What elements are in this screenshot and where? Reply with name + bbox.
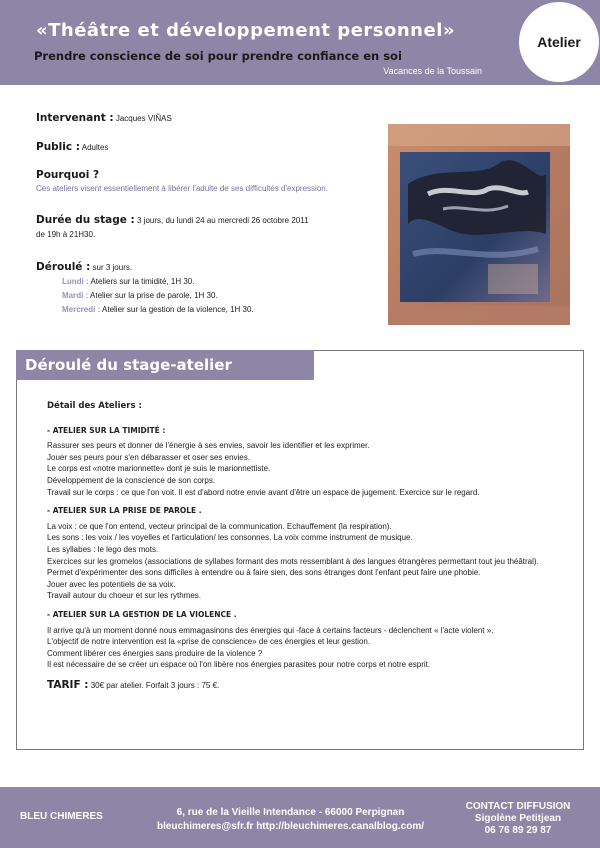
pourquoi-value: Ces ateliers visent essentiellement à libérer l'adulte de ses difficultés d'expression. — [36, 184, 328, 193]
day-label: Mardi : — [62, 291, 89, 300]
pourquoi-label: Pourquoi ? — [36, 169, 100, 181]
tarif-value: 30€ par atelier. Forfait 3 jours : 75 €. — [90, 680, 220, 690]
stage-details-section — [16, 350, 584, 750]
deroule-row — [36, 261, 132, 273]
duree-value: 3 jours, du lundi 24 au mercredi 26 octobre 2011 — [137, 216, 309, 225]
parole-line: Permet d'expérimenter des sons difficiles à entendre ou à faire sien, des sons étranges dont l'enfant peut faire une phobie. — [47, 568, 481, 578]
contact-block — [451, 801, 585, 837]
parole-line: Travail autour du choeur et sur les rythmes. — [47, 591, 201, 601]
timidite-heading: - ATELIER SUR LA TIMIDITÉ : — [47, 425, 166, 435]
page-subtitle: Prendre conscience de soi pour prendre confiance en soi — [34, 49, 402, 63]
tarif-row — [47, 680, 577, 692]
day-label: Lundi : — [62, 277, 89, 286]
artwork-image — [388, 124, 570, 325]
parole-line: La voix : ce que l'on entend, vecteur principal de la communication. Echauffement (la respiration). — [47, 521, 392, 531]
header-band — [0, 0, 600, 85]
public-value: Adultes — [81, 143, 109, 152]
timidite-line: Travail sur le corps : ce que l'on voit. Il est d'abord notre envie avant d'être un espace de jugement. Exercice sur le regard. — [47, 487, 480, 497]
contact-label: CONTACT DIFFUSION — [465, 801, 571, 812]
section-content — [47, 401, 577, 691]
timidite-line: Développement de la conscience de son corps. — [47, 475, 216, 485]
deroule-value: sur 3 jours. — [92, 263, 133, 272]
timidite-line: Jouer ses peurs pour s'en débarasser et oser ses envies. — [47, 452, 250, 462]
violence-line: L'objectif de notre intervention est la «prise de conscience» de ces énergies et leur gestion. — [47, 637, 371, 647]
violence-line: Il arrive qu'à un moment donné nous emmagasinons des énergies qui -face à certains facteurs - déclenchent « l'acte violent ». — [47, 625, 494, 635]
web-contact-line[interactable]: bleuchimeres@sfr.fr http://bleuchimeres.canalblog.com/ — [156, 821, 425, 832]
violence-line: Comment libérer ces énergies sans produire de la violence ? — [47, 648, 263, 658]
atelier-badge: Atelier — [519, 2, 599, 82]
deroule-label: Déroulé : — [36, 261, 91, 273]
duree-hours: de 19h à 21H30. — [36, 230, 96, 239]
tarif-label: TARIF : — [47, 678, 89, 691]
timidite-line: Rassurer ses peurs et donner de l'énergie à ses envies, savoir les identifier et les exprimer. — [47, 441, 370, 451]
duree-label: Durée du stage : — [36, 214, 135, 226]
parole-line: Jouer avec les potentiels de sa voix. — [47, 579, 176, 589]
detail-heading: Détail des Ateliers : — [47, 401, 142, 411]
period-label: Vacances de la Toussain — [383, 66, 482, 76]
day-list — [62, 277, 254, 314]
parole-line: Les syllabes : le lego des mots. — [47, 544, 159, 554]
timidite-line: Le corps est «notre marionnette» dont je suis le marionnettiste. — [47, 464, 271, 474]
public-row — [36, 141, 108, 153]
page-title: «Théâtre et développement personnel» — [36, 20, 455, 41]
intervenant-label: Intervenant : — [36, 112, 114, 124]
intervenant-row — [36, 112, 172, 124]
contact-phone[interactable]: 06 76 89 29 87 — [484, 825, 552, 836]
section-title: Déroulé du stage-atelier — [16, 350, 314, 380]
day-text: Atelier sur la gestion de la violence, 1H 30. — [102, 305, 254, 314]
parole-line: Les sons : les voix / les voyelles et l'articulation/ les consonnes. La voix comme instrument de musique. — [47, 533, 413, 543]
day-item-mardi — [62, 291, 254, 300]
address-line: 6, rue de la Vieille Intendance - 66000 Perpignan — [176, 807, 405, 818]
footer-address-block — [118, 806, 463, 834]
day-text: Atelier sur la prise de parole, 1H 30. — [90, 291, 218, 300]
duree-row — [36, 214, 309, 239]
day-label: Mercredi : — [62, 305, 101, 314]
parole-heading: - ATELIER SUR LA PRISE DE PAROLE . — [47, 506, 202, 516]
day-item-mercredi — [62, 305, 254, 314]
violence-line: Il est nécessaire de se créer un espace où l'on libère nos énergies parasites pour notre corps et notre esprit. — [47, 660, 431, 670]
public-label: Public : — [36, 141, 80, 153]
day-text: Ateliers sur la timidité, 1H 30. — [90, 277, 195, 286]
violence-heading: - ATELIER SUR LA GESTION DE LA VIOLENCE . — [47, 609, 237, 619]
intervenant-value: Jacques VIÑAS — [115, 114, 172, 123]
pourquoi-row — [36, 169, 328, 193]
parole-line: Exercices sur les gromelos (associations de syllabes formant des mots ressemblant à des langues étrangères permettant tout jeu théâtral). — [47, 556, 539, 566]
footer-band — [0, 787, 600, 848]
org-name: BLEU CHIMERES — [20, 811, 103, 822]
day-item-lundi — [62, 277, 254, 286]
contact-name: Sigolène Petitjean — [474, 813, 562, 824]
